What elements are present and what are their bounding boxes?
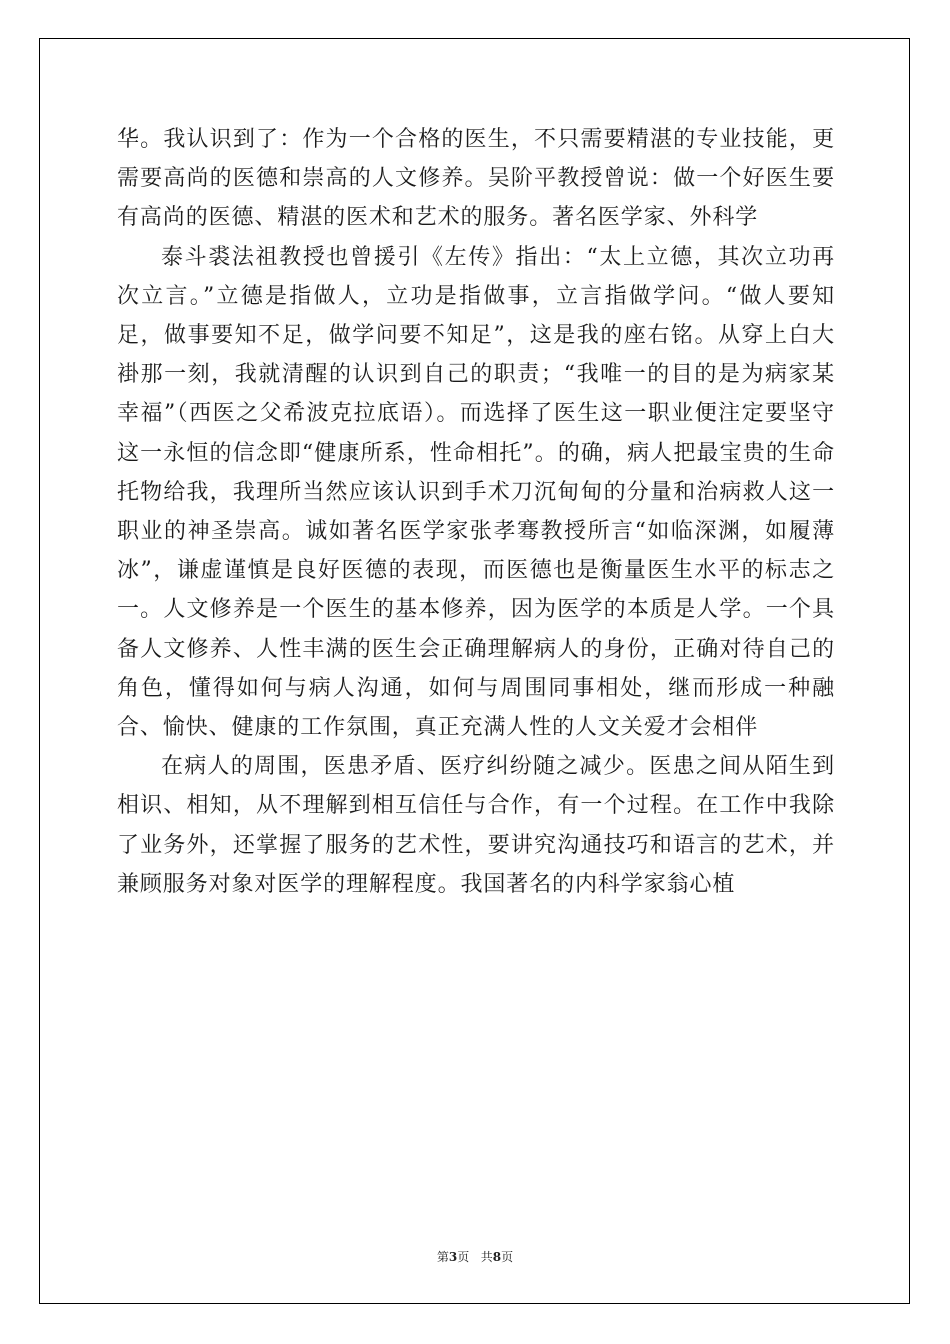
page-footer — [0, 1248, 950, 1265]
paragraph-2: 泰斗裘法祖教授也曾援引《左传》指出：“太上立德，其次立功再次立言。”立德是指做人，立功是指做事，立言指做学问。“做人要知足，做事要知不足，做学问要不知足”，这是我的座右铭。从穿上白大褂那一刻，我就清醒的认识到自己的职责；“我唯一的目的是为病家某幸福”（西医之父希波克拉底语）。而选择了医生这一职业便注定要坚守这一永恒的信念即“健康所系，性命相托”。的确，病人把最宝贵的生命托物给我，我理所当然应该认识到手术刀沉甸甸的分量和治病救人这一职业的神圣崇高。诚如著名医学家张孝骞教授所言“如临深渊，如履薄冰”，谦虚谨慎是良好医德的表现，而医德也是衡量医生水平的标志之一。人文修养是一个医生的基本修养，因为医学的本质是人学。一个具备人文修养、人性丰满的医生会正确理解病人的身份，正确对待自己的角色，懂得如何与病人沟通，如何与周围同事相处，继而形成一种融合、愉快、健康的工作氛围，真正充满人性的人文关爱才会相伴 — [117, 244, 835, 741]
footer-total-prefix: 共 — [480, 1250, 493, 1264]
footer-prefix: 第 — [436, 1250, 449, 1264]
paragraph-1: 华。我认识到了：作为一个合格的医生，不只需要精湛的专业技能，更需要高尚的医德和崇高的人文修养。吴阶平教授曾说：做一个好医生要有高尚的医德、精湛的医术和艺术的服务。著名医学家、外科学 — [117, 127, 835, 231]
footer-total-pages: 8 — [492, 1250, 502, 1264]
footer-page-suffix: 页 — [457, 1250, 470, 1264]
document-body — [117, 120, 835, 904]
paragraph-3: 在病人的周围，医患矛盾、医疗纠纷随之减少。医患之间从陌生到相识、相知，从不理解到相互信任与合作，有一个过程。在工作中我除了业务外，还掌握了服务的艺术性，要讲究沟通技巧和语言的艺术，并兼顾服务对象对医学的理解程度。我国著名的内科学家翁心植 — [117, 754, 835, 897]
footer-page-number: 3 — [448, 1250, 458, 1264]
footer-total-suffix: 页 — [501, 1250, 514, 1264]
